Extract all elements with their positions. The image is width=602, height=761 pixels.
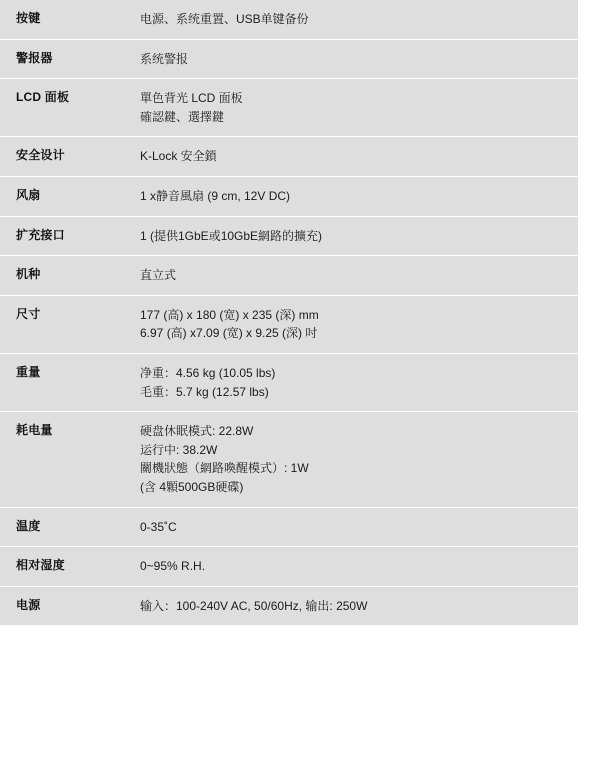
spec-value-line: 硬盘休眠模式: 22.8W: [140, 424, 254, 439]
spec-value-line: 0~95% R.H.: [140, 559, 206, 574]
table-row: [0, 216, 578, 256]
spec-value: [130, 412, 578, 507]
spec-value-line: 1 x静音風扇 (9 cm, 12V DC): [140, 188, 291, 203]
spec-value: [130, 216, 578, 256]
spec-value-line: 6.97 (高) x7.09 (宽) x 9.25 (深) 吋: [140, 326, 318, 341]
spec-value-line: 關機狀態（網路喚醒模式）: 1W: [140, 461, 309, 476]
spec-value: [130, 547, 578, 587]
table-row: [0, 137, 578, 177]
spec-label: 警报器: [0, 39, 130, 79]
spec-label: 温度: [0, 507, 130, 547]
spec-value-line: 直立式: [140, 268, 177, 283]
spec-value-line: (含 4顆500GB硬碟): [140, 479, 244, 494]
spec-value-line: 0-35˚C: [140, 519, 177, 534]
spec-label: 按键: [0, 0, 130, 39]
table-row: [0, 507, 578, 547]
spec-label: 扩充接口: [0, 216, 130, 256]
spec-value-line: 净重：4.56 kg (10.05 lbs): [140, 365, 276, 380]
spec-value: [130, 256, 578, 296]
table-row: [0, 353, 578, 411]
table-row: [0, 39, 578, 79]
table-row: [0, 0, 578, 39]
spec-label: 相对湿度: [0, 547, 130, 587]
spec-value: [130, 176, 578, 216]
spec-label: 耗电量: [0, 412, 130, 507]
spec-value: [130, 0, 578, 39]
spec-label: 风扇: [0, 176, 130, 216]
spec-value: [130, 507, 578, 547]
table-row: [0, 79, 578, 137]
spec-value-line: 输入：100-240V AC, 50/60Hz, 输出: 250W: [140, 598, 368, 613]
spec-label: 尺寸: [0, 295, 130, 353]
spec-value: [130, 79, 578, 137]
table-row: [0, 586, 578, 626]
spec-value-line: 系统警报: [140, 51, 189, 66]
spec-label: 电源: [0, 586, 130, 626]
table-row: [0, 547, 578, 587]
spec-value-line: 177 (高) x 180 (宽) x 235 (深) mm: [140, 307, 319, 322]
table-row: [0, 295, 578, 353]
table-row: [0, 412, 578, 507]
spec-label: 重量: [0, 353, 130, 411]
spec-value-line: K-Lock 安全鎖: [140, 149, 217, 164]
spec-value-line: 运行中: 38.2W: [140, 442, 218, 457]
spec-value: [130, 353, 578, 411]
spec-value: [130, 295, 578, 353]
spec-value-line: 確認鍵、選擇鍵: [140, 109, 225, 124]
spec-value: [130, 39, 578, 79]
spec-value-line: 1 (提供1GbE或10GbE網路的擴充): [140, 228, 323, 243]
spec-value: [130, 586, 578, 626]
table-row: [0, 176, 578, 216]
spec-value: [130, 137, 578, 177]
spec-value-line: 电源、系统重置、USB单键备份: [140, 12, 309, 26]
spec-label: LCD 面板: [0, 79, 130, 137]
spec-value-line: 毛重：5.7 kg (12.57 lbs): [140, 384, 269, 399]
spec-label: 安全设计: [0, 137, 130, 177]
table-row: [0, 256, 578, 296]
spec-label: 机种: [0, 256, 130, 296]
spec-value-line: 單色背光 LCD 面板: [140, 91, 243, 106]
